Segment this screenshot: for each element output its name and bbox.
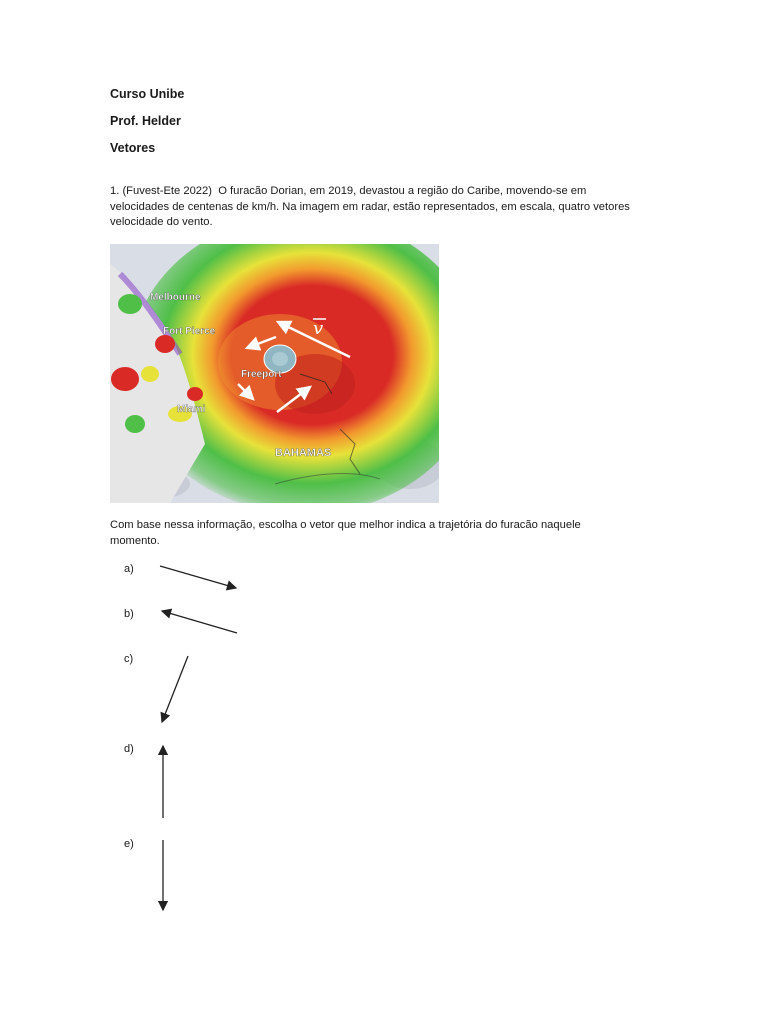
option-a-label: a): [124, 563, 134, 575]
course-name: Curso Unibe: [110, 87, 185, 101]
question-prompt: [110, 518, 670, 549]
radar-svg: [110, 244, 439, 503]
question-number-source: 1. (Fuvest-Ete 2022): [110, 185, 212, 197]
label-fort-pierce: Fort Pierce: [163, 326, 216, 337]
question-text: [110, 184, 670, 231]
question-line-2: velocidades de centenas de km/h. Na imagem em radar, estão representados, em escala, quatro vetores: [110, 200, 630, 213]
option-a-vector: [155, 560, 245, 595]
label-bahamas: BAHAMAS: [275, 447, 332, 459]
option-e-vector: [152, 836, 176, 918]
option-c-vector: [150, 650, 200, 730]
option-d-label: d): [124, 743, 134, 755]
question-line-3: velocidade do vento.: [110, 216, 213, 228]
prompt-line-2: momento.: [110, 534, 160, 547]
option-b-label: b): [124, 608, 134, 620]
label-melbourne: Melbourne: [150, 292, 201, 303]
vector-symbol-label: v: [313, 318, 324, 339]
option-c-label: c): [124, 653, 134, 665]
topic-title: Vetores: [110, 141, 156, 155]
option-d-vector: [152, 738, 176, 823]
label-miami: Miami: [177, 404, 206, 415]
professor-name: Prof. Helder: [110, 114, 181, 128]
question-line-1: [110, 184, 670, 200]
option-b-vector: [155, 605, 245, 640]
question-line-1-text: O furacão Dorian, em 2019, devastou a região do Caribe, movendo-se em: [218, 185, 587, 197]
prompt-line-1: Com base nessa informação, escolha o vetor que melhor indica a trajetória do furacão naquele: [110, 519, 581, 531]
label-freeport: Freeport: [241, 369, 282, 380]
hurricane-radar-image: [110, 244, 439, 503]
option-e-label: e): [124, 838, 134, 850]
